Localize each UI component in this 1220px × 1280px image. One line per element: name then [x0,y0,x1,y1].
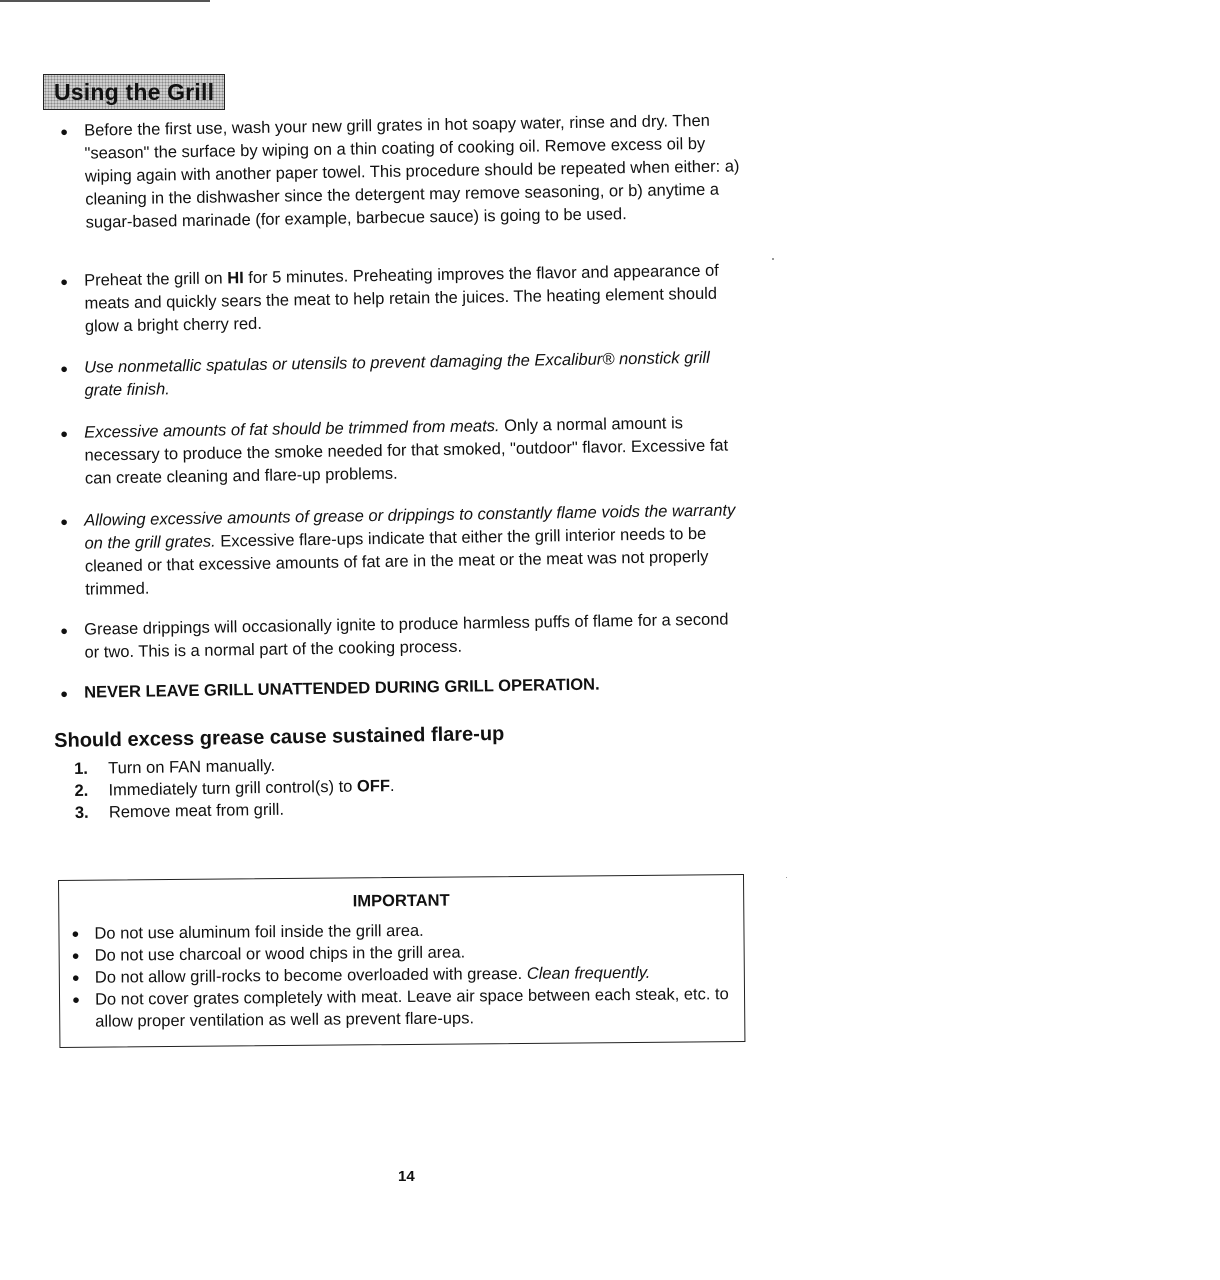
bullet-preheat: ● Preheat the grill on HI for 5 minutes. Preheating improves the flavor and appearance of meats and quickly sears the meat to help retain the juices. The heating element should glow a bright cherry red. [60,259,741,339]
bullet-grease-drippings: ● Grease drippings will occasionally ignite to produce harmless puffs of flame for a second or two. This is a normal part of the cooking process. [60,608,741,665]
flareup-steps [74,750,575,824]
bullet-season-grates: ● Before the first use, wash your new grill grates in hot soapy water, rinse and dry. Then "season" the surface by wiping on a thin coating of cooking oil. Remove excess oil by wiping again with another paper towel. This procedure should be repeated when either: a) cleaning in the dishwasher since the detergent may remove seasoning, or b) anytime a sugar-based marinade (for example, barbecue sauce) is going to be used. [60,109,742,235]
section-title: Using the Grill [43,74,225,110]
flareup-heading: Should excess grease cause sustained flare-up [54,722,505,752]
scan-speck [786,877,787,878]
flareup-step: 1. Turn on FAN manually. [74,756,276,778]
scan-speck [772,258,774,260]
important-item: ● Do not use aluminum foil inside the grill area. [71,917,731,945]
flareup-step: 2. Immediately turn grill control(s) to OFF. [74,776,395,800]
important-item: ● Do not allow grill-rocks to become overloaded with grease. Clean frequently. [72,961,732,989]
important-box [58,874,745,1048]
flareup-step: 3. Remove meat from grill. [74,800,285,822]
page-number: 14 [398,1168,415,1185]
important-list [71,917,732,1033]
bullet-warranty: ● Allowing excessive amounts of grease or drippings to constantly flame voids the warranty on the grill grates. Excessive flare-ups indicate that either the grill interior needs to be cleaned or that excessive amounts of fat are in the meat or the meat was not properly trimmed. [60,499,741,602]
bullet-trim-fat: ● Excessive amounts of fat should be trimmed from meats. Only a normal amount is necessary to produce the smoke needed for that smoked, "outdoor" flavor. Excessive fat can create cleaning and flare-up problems. [60,411,741,491]
important-item: ● Do not cover grates completely with meat. Leave air space between each steak, etc. to allow proper ventilation as well as prevent flare-ups. [72,983,732,1033]
important-title: IMPORTANT [352,891,450,911]
bullet-never-unattended: ● NEVER LEAVE GRILL UNATTENDED DURING GRILL OPERATION. [60,671,740,705]
bullet-nonmetallic-utensils: ● Use nonmetallic spatulas or utensils to prevent damaging the Excalibur® nonstick grill grate finish. [60,346,741,403]
scan-artifact-line [0,0,210,2]
important-item: ● Do not use charcoal or wood chips in the grill area. [72,939,732,967]
